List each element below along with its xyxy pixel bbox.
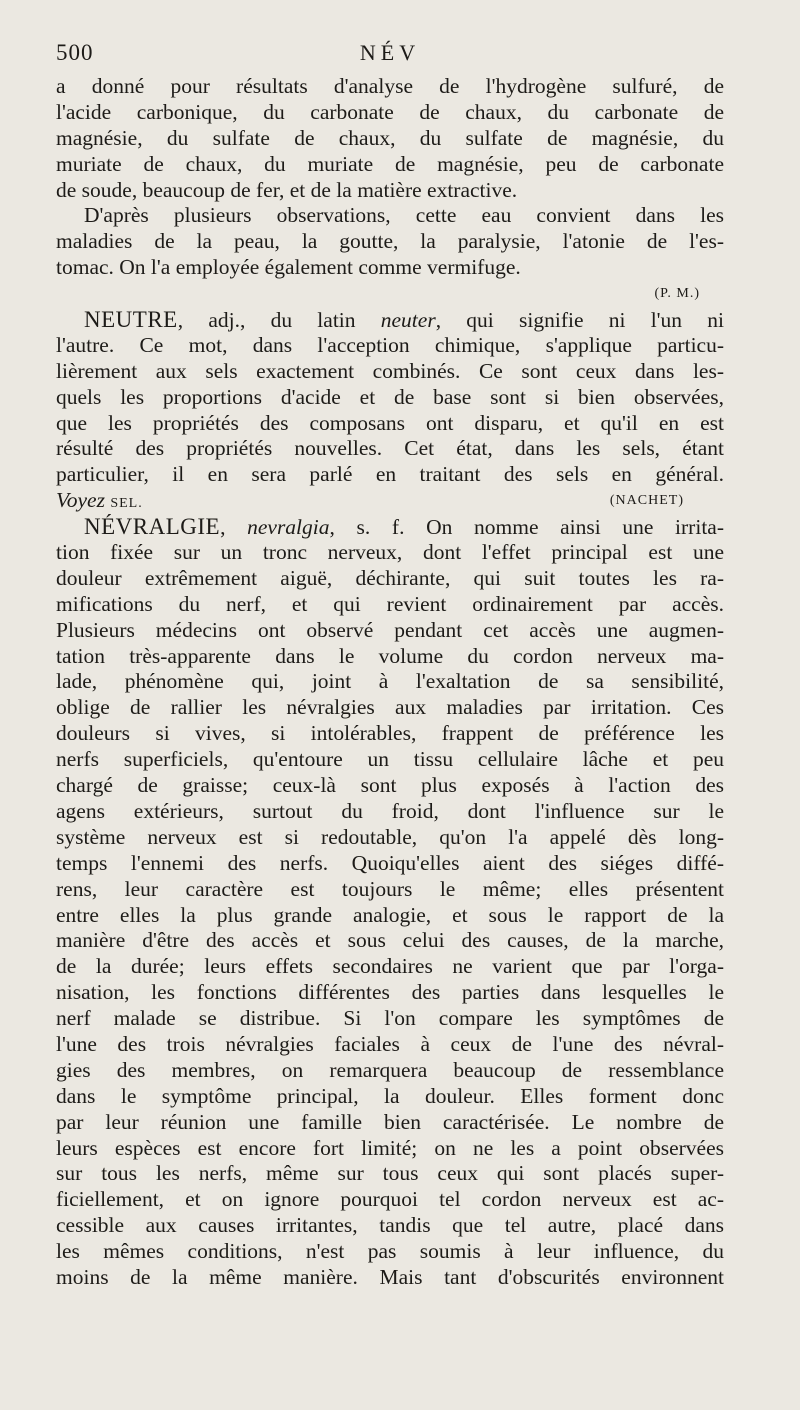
page-number: 500 (56, 40, 94, 65)
text-line: particulier, il en sera parlé en traitant des sels en général. (56, 462, 724, 487)
text-line: par leur réunion une famille bien caractérisée. Le nombre de (56, 1109, 724, 1134)
text-line: a donné pour résultats d'analyse de l'hydrogène sulfuré, de (56, 74, 724, 98)
text-line: Plusieurs médecins ont observé pendant cet accès une augmen- (56, 617, 724, 642)
text-line: résulté des propriétés nouvelles. Cet état, dans les sels, étant (56, 436, 724, 461)
text-line: tion fixée sur un tronc nerveux, dont l'effet principal est une (56, 540, 724, 565)
entry-headword: NÉVRALGIE (84, 514, 221, 540)
text-line: que les propriétés des composans ont disparu, et qu'il en est (56, 410, 724, 435)
text-line: oblige de rallier les névralgies aux maladies par irritation. Ces (56, 695, 724, 720)
text-line: maladies de la peau, la goutte, la paralysie, l'atonie de l'es- (56, 229, 724, 254)
text-line: sur tous les nerfs, même sur tous ceux qui sont placés super- (56, 1161, 724, 1186)
text-line: gies des membres, on remarquera beaucoup de ressemblance (56, 1057, 724, 1082)
text-line: agens extérieurs, surtout du froid, dont l'influence sur le (56, 798, 724, 823)
text-line: leurs espèces est encore fort limité; on ne les a point observées (56, 1135, 724, 1160)
text-line: cessible aux causes irritantes, tandis que tel autre, placé dans (56, 1213, 724, 1238)
text-line: tation très-apparente dans le volume du cordon nerveux ma- (56, 643, 724, 668)
cross-reference: SEL. (110, 496, 143, 512)
entry-text: , qui signifie ni l'un ni (435, 308, 724, 333)
latin-term: nevralgia (247, 515, 330, 540)
entry-text: , s. f. On nomme ainsi une irrita- (329, 515, 724, 540)
text-line: quels les proportions d'acide et de base sont si bien observées, (56, 384, 724, 409)
entry-neutre-first-line (56, 307, 724, 333)
text-line: les mêmes conditions, n'est pas soumis à leur influence, du (56, 1239, 724, 1264)
entry-nevralgie-first-line: NÉVRALGIE, nevralgia, s. f. On nomme ainsi une irrita- (84, 514, 724, 540)
text-line: nerf malade se distribue. Si l'on compare les symptômes de (56, 1006, 724, 1031)
page-header (56, 40, 724, 74)
text-line: nerfs superficiels, qu'entoure un tissu cellulaire lâche et peu (56, 747, 724, 772)
text-line: l'autre. Ce mot, dans l'acception chimique, s'applique particu- (56, 332, 724, 357)
text-line: entre elles la plus grande analogie, et sous le rapport de la (56, 902, 724, 927)
text-line: douleurs si vives, si intolérables, frappent de préférence les (56, 721, 724, 746)
entry-text: , adj., du latin (177, 308, 381, 333)
entry-headword: NEUTRE (84, 307, 178, 333)
text-line: ficiellement, et on ignore pourquoi tel cordon nerveux est ac- (56, 1187, 724, 1212)
voyez-label: Voyez (56, 488, 105, 513)
text-line: de soude, beaucoup de fer, et de la matière extractive. (56, 177, 518, 202)
text-line: système nerveux est si redoutable, qu'on l'a appelé dès long- (56, 824, 724, 849)
text-line: temps l'ennemi des nerfs. Quoiqu'elles aient des siéges diffé- (56, 850, 724, 875)
text-line: lièrement aux sels exactement combinés. Ce sont ceux dans les- (56, 358, 724, 383)
text-line: nisation, les fonctions différentes des parties dans lesquelles le (56, 980, 724, 1005)
text-line: l'une des trois névralgies faciales à ceux de l'une des névral- (56, 1031, 724, 1056)
text-line: dans le symptôme principal, la douleur. Elles forment donc (56, 1083, 724, 1108)
cross-reference-line (56, 488, 724, 514)
text-line: de la durée; leurs effets secondaires ne varient que par l'orga- (56, 954, 724, 979)
text-line: rens, leur caractère est toujours le même; elles présentent (56, 876, 724, 901)
text-line: douleur extrêmement aiguë, déchirante, qui suit toutes les ra- (56, 565, 724, 590)
text-line: chargé de graisse; ceux-là sont plus exposés à l'action des (56, 773, 724, 798)
text-line: muriate de chaux, du muriate de magnésie, peu de carbonate (56, 151, 724, 176)
text-line: tomac. On l'a employée également comme vermifuge. (56, 255, 521, 280)
text-line: l'acide carbonique, du carbonate de chaux, du carbonate de (56, 99, 724, 124)
latin-term: neuter (380, 308, 436, 333)
text-line: moins de la même manière. Mais tant d'obscurités environnent (56, 1264, 724, 1289)
text-line: manière d'être des accès et sous celui des causes, de la marche, (56, 928, 724, 953)
text-line: D'après plusieurs observations, cette eau convient dans les (84, 203, 724, 228)
page-text (56, 74, 724, 1291)
text-line: lade, phénomène qui, joint à l'exaltation de sa sensibilité, (56, 669, 724, 694)
author-signature: (NACHET) (609, 493, 684, 509)
text-line: magnésie, du sulfate de chaux, du sulfate de magnésie, du (56, 125, 724, 150)
author-signature: (P. M.) (654, 286, 700, 302)
running-head: NÉV (359, 40, 421, 65)
text-line: mifications du nerf, et qui revient ordinairement par accès. (56, 591, 724, 616)
